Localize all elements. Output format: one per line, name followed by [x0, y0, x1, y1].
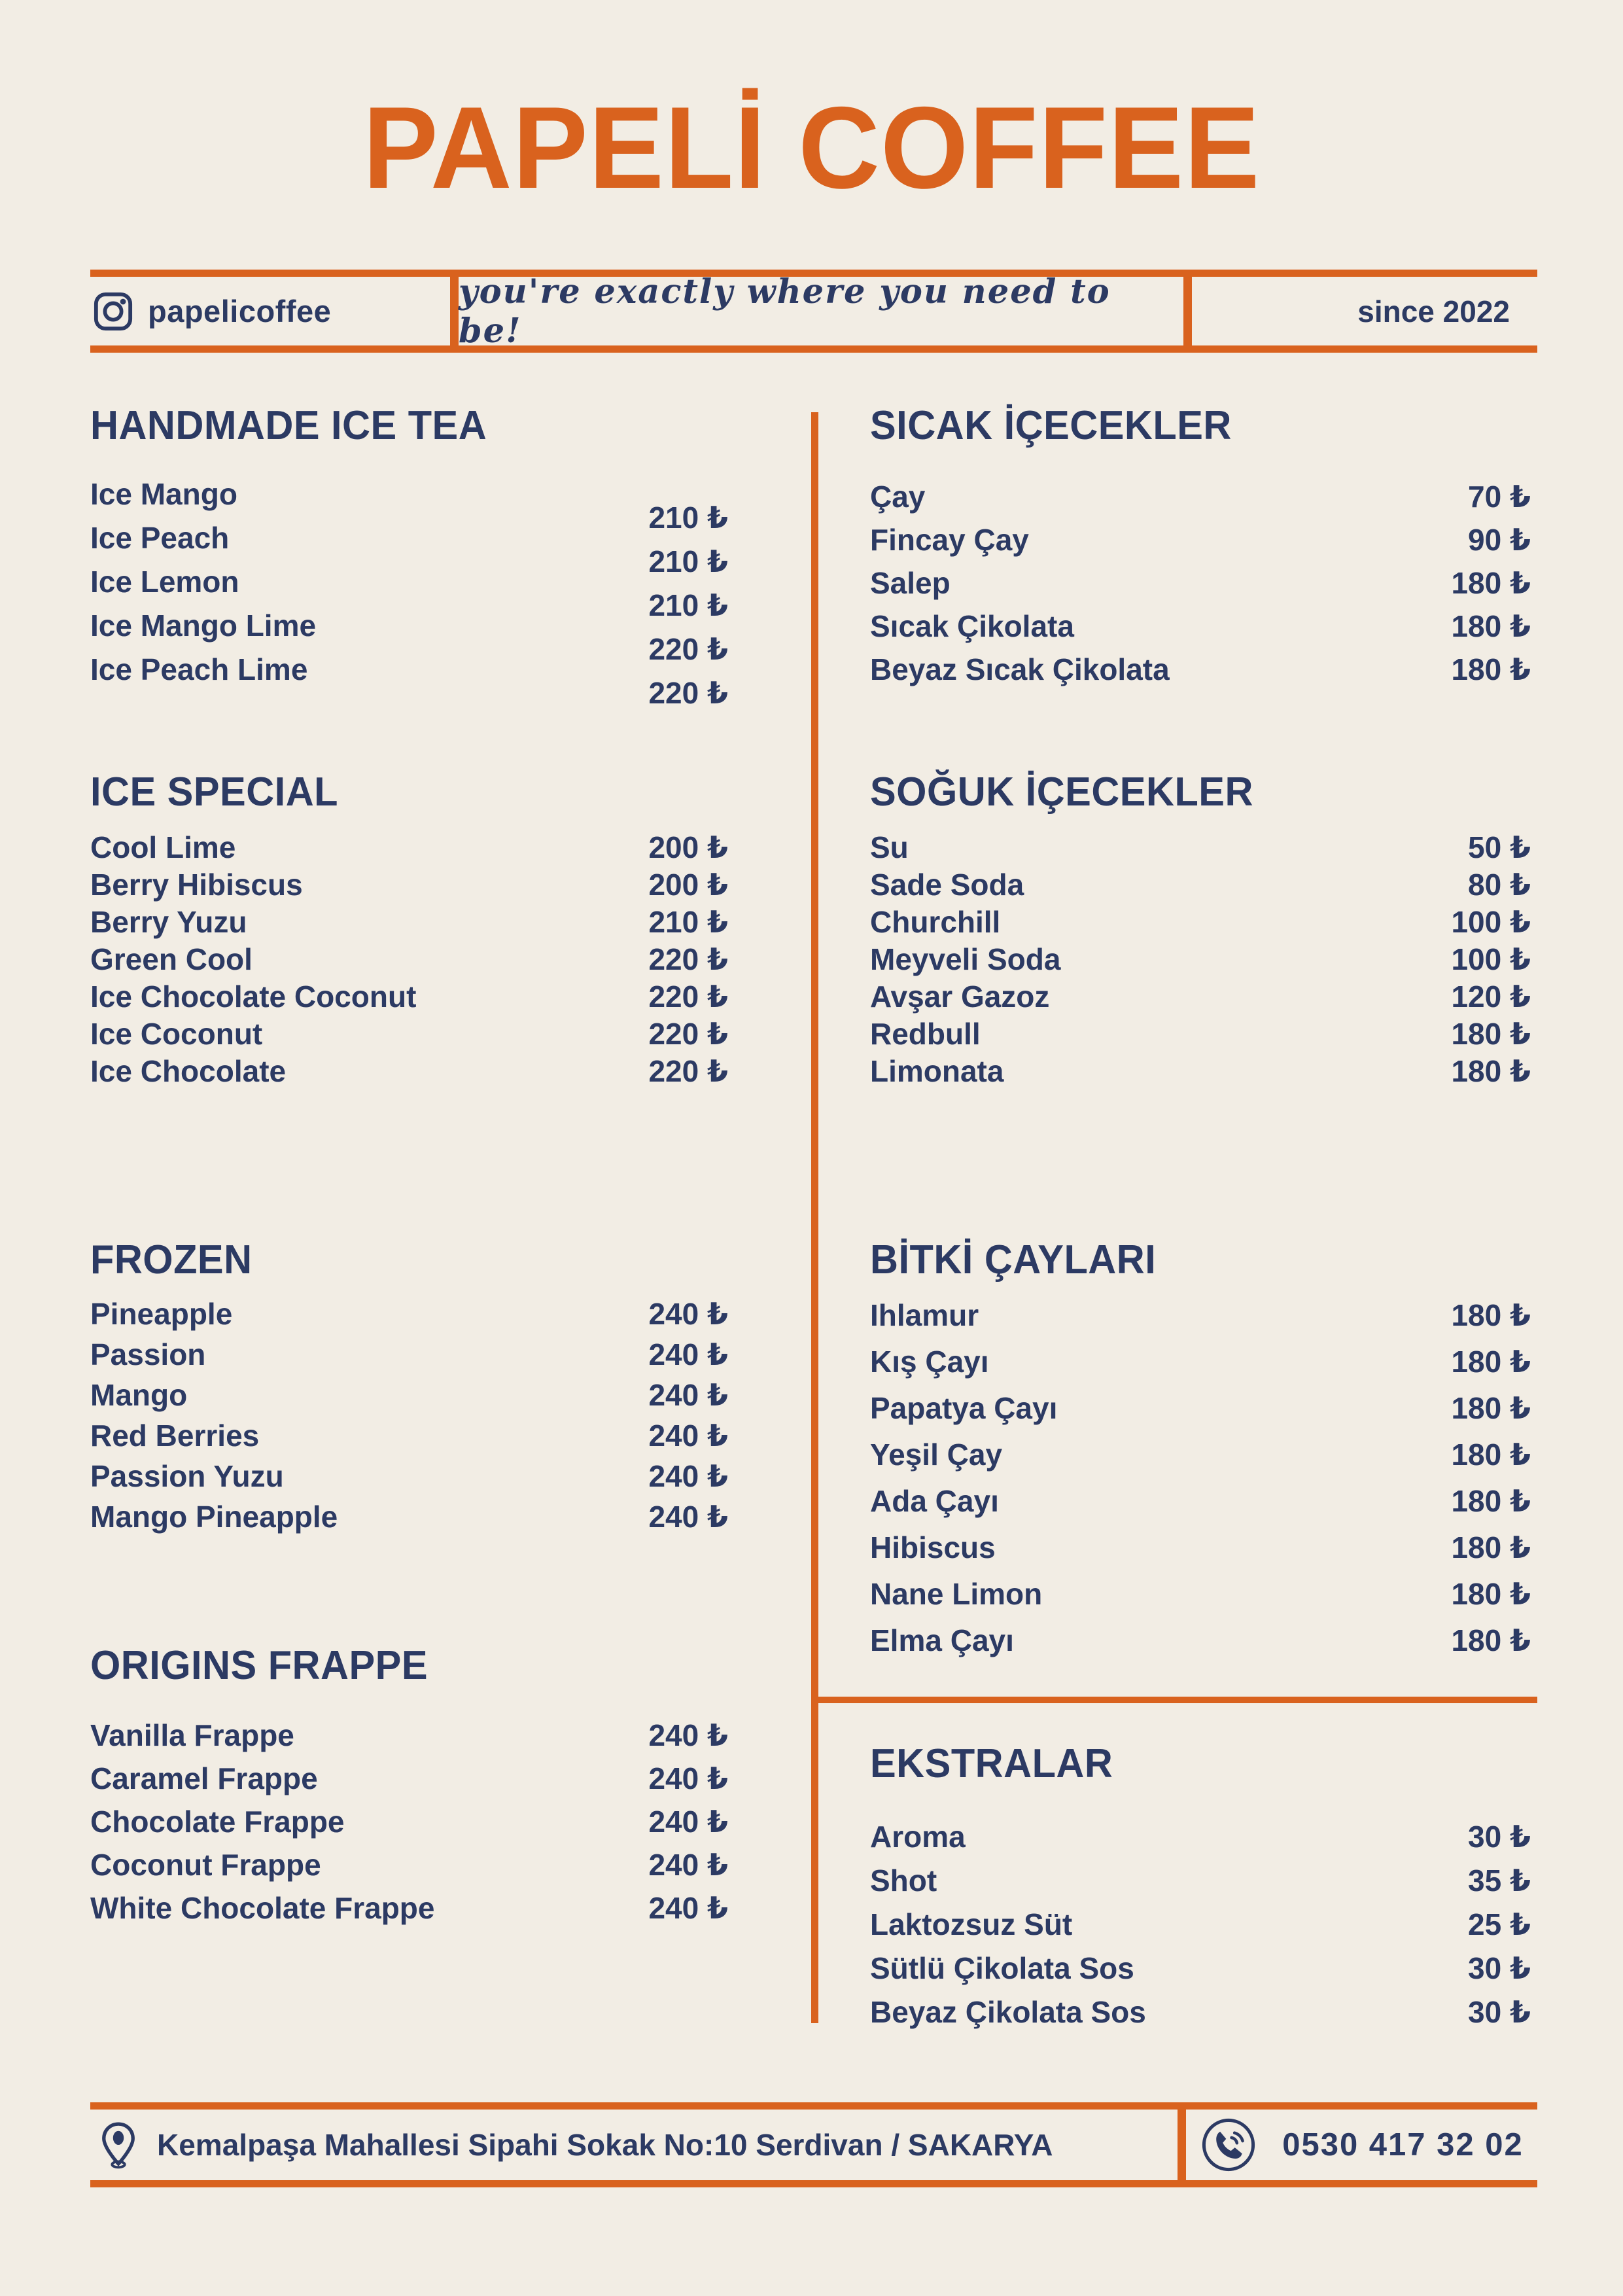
menu-item-row: [870, 1864, 1531, 1908]
item-price: 210 ₺: [648, 588, 728, 622]
item-name: Ada Çayı: [870, 1484, 999, 1518]
item-name: Aroma: [870, 1820, 966, 1854]
section-ice-special: [90, 769, 728, 1092]
item-price: 30 ₺: [1468, 1820, 1531, 1854]
item-name: Chocolate Frappe: [90, 1805, 345, 1839]
item-name: Churchill: [870, 905, 1001, 939]
item-price: 30 ₺: [1468, 1951, 1531, 1985]
menu-item-row: [90, 868, 728, 906]
menu-item-row: [90, 1805, 728, 1848]
menu-item-row: [870, 980, 1531, 1017]
item-price: 200 ₺: [648, 830, 728, 864]
item-name: Caramel Frappe: [90, 1761, 318, 1795]
item-price: 180 ₺: [1451, 566, 1531, 600]
location-pin-icon: [99, 2121, 137, 2169]
menu-item-row: [870, 1017, 1531, 1055]
item-name: Ice Lemon: [90, 565, 239, 599]
section-title: HANDMADE ICE TEA: [90, 403, 487, 448]
menu-item-row: [90, 1460, 728, 1500]
menu-item-row: [90, 521, 728, 578]
item-name: Berry Hibiscus: [90, 868, 303, 902]
item-price: 220 ₺: [648, 980, 728, 1014]
item-price: 100 ₺: [1451, 942, 1531, 976]
menu-item-row: [870, 1392, 1531, 1438]
item-price: 240 ₺: [648, 1500, 728, 1534]
address-text: Kemalpaşa Mahallesi Sipahi Sokak No:10 Serdivan / SAKARYA: [157, 2128, 1053, 2162]
item-name: Salep: [870, 566, 951, 600]
item-price: 180 ₺: [1451, 1017, 1531, 1051]
section-title: SICAK İÇECEKLER: [870, 403, 1232, 448]
menu-item-row: [870, 1624, 1531, 1670]
menu-item-row: [90, 1719, 728, 1762]
section-title: FROZEN: [90, 1237, 253, 1282]
menu-item-row: [90, 980, 728, 1017]
item-name: Mango Pineapple: [90, 1500, 338, 1534]
section-sicak-icecekler: [870, 403, 1531, 696]
menu-column-right: [870, 393, 1531, 2225]
menu-item-row: [90, 831, 728, 868]
menu-column-left: [90, 393, 728, 2225]
item-name: Beyaz Sıcak Çikolata: [870, 652, 1170, 686]
item-price: 240 ₺: [648, 1761, 728, 1795]
item-price: 120 ₺: [1451, 980, 1531, 1014]
item-name: Shot: [870, 1863, 937, 1898]
menu-item-row: [90, 1017, 728, 1055]
menu-item-row: [90, 1848, 728, 1892]
instagram-handle: papelicoffee: [148, 294, 332, 328]
item-price: 180 ₺: [1451, 1530, 1531, 1564]
item-name: Sıcak Çikolata: [870, 609, 1074, 643]
item-price: 180 ₺: [1451, 1438, 1531, 1472]
section-items: [90, 477, 728, 710]
section-items: [90, 831, 728, 1092]
section-title: ICE SPECIAL: [90, 769, 339, 815]
item-price: 220 ₺: [648, 1017, 728, 1051]
item-name: Coconut Frappe: [90, 1848, 321, 1882]
since-text: since 2022: [1357, 294, 1510, 328]
menu-item-row: [90, 1338, 728, 1379]
item-name: Berry Yuzu: [90, 905, 247, 939]
menu-item-row: [90, 943, 728, 980]
menu-item-row: [870, 1578, 1531, 1624]
footer-divider: [1178, 2110, 1186, 2180]
section-title: SOĞUK İÇECEKLER: [870, 769, 1253, 815]
menu-item-row: [870, 1531, 1531, 1578]
menu-item-row: [870, 1996, 1531, 2040]
infobar-divider: [450, 277, 459, 345]
item-name: Fincay Çay: [870, 523, 1029, 557]
item-price: 240 ₺: [648, 1378, 728, 1412]
item-price: 220 ₺: [648, 632, 728, 666]
menu-item-row: [870, 1438, 1531, 1485]
section-items: [870, 480, 1531, 696]
item-name: Redbull: [870, 1017, 981, 1051]
item-price: 50 ₺: [1468, 830, 1531, 864]
item-price: 180 ₺: [1451, 609, 1531, 643]
item-price: 180 ₺: [1451, 652, 1531, 686]
item-price: 240 ₺: [648, 1419, 728, 1453]
item-price: 35 ₺: [1468, 1863, 1531, 1898]
item-price: 90 ₺: [1468, 523, 1531, 557]
item-name: Su: [870, 830, 909, 864]
section-frozen: [90, 1237, 728, 1541]
menu-item-row: [90, 906, 728, 943]
item-price: 180 ₺: [1451, 1298, 1531, 1332]
item-name: Pineapple: [90, 1297, 233, 1331]
menu-item-row: [870, 653, 1531, 696]
menu-item-row: [870, 943, 1531, 980]
instagram-cell: [90, 277, 450, 345]
item-name: Laktozsuz Süt: [870, 1907, 1073, 1941]
menu-item-row: [90, 1419, 728, 1460]
item-price: 240 ₺: [648, 1718, 728, 1752]
item-name: Nane Limon: [870, 1577, 1043, 1611]
item-price: 240 ₺: [648, 1891, 728, 1925]
item-name: Ice Peach: [90, 521, 230, 555]
section-title: EKSTRALAR: [870, 1741, 1113, 1786]
section-items: [870, 1299, 1531, 1670]
item-price: 220 ₺: [648, 676, 728, 710]
item-name: Kış Çayı: [870, 1345, 989, 1379]
tagline-text: you're exactly where you need to be!: [459, 272, 1111, 351]
item-price: 200 ₺: [648, 868, 728, 902]
item-price: 180 ₺: [1451, 1484, 1531, 1518]
item-name: Limonata: [870, 1054, 1004, 1088]
menu-item-row: [870, 1820, 1531, 1864]
menu-item-row: [870, 1952, 1531, 1996]
section-handmade-ice-tea: [90, 403, 728, 710]
column-divider-line: [811, 412, 818, 2023]
item-name: Sade Soda: [870, 868, 1024, 902]
menu-item-row: [90, 1892, 728, 1935]
item-name: Sütlü Çikolata Sos: [870, 1951, 1134, 1985]
menu-item-row: [90, 1500, 728, 1541]
tagline-cell: [459, 272, 1183, 351]
menu-item-row: [90, 1298, 728, 1338]
item-name: Cool Lime: [90, 830, 236, 864]
section-items: [870, 1820, 1531, 2040]
item-name: Çay: [870, 480, 926, 514]
menu-item-row: [870, 610, 1531, 653]
section-title: BİTKİ ÇAYLARI: [870, 1237, 1157, 1282]
phone-cell: [1186, 2110, 1537, 2180]
item-price: 180 ₺: [1451, 1623, 1531, 1657]
section-ekstralar: [870, 1741, 1531, 2040]
footer-bar: [90, 2102, 1537, 2187]
menu-item-row: [870, 523, 1531, 567]
menu-item-row: [870, 1908, 1531, 1952]
item-price: 240 ₺: [648, 1459, 728, 1493]
item-price: 70 ₺: [1468, 480, 1531, 514]
section-origins-frappe: [90, 1643, 728, 1935]
item-name: Ihlamur: [870, 1298, 979, 1332]
item-price: 30 ₺: [1468, 1995, 1531, 2029]
item-name: Passion: [90, 1337, 206, 1371]
menu-item-row: [90, 1055, 728, 1092]
menu-item-row: [870, 868, 1531, 906]
info-bar: [90, 270, 1537, 353]
item-price: 80 ₺: [1468, 868, 1531, 902]
section-soguk-icecekler: [870, 769, 1531, 1092]
item-price: 180 ₺: [1451, 1054, 1531, 1088]
menu-item-row: [870, 831, 1531, 868]
item-price: 240 ₺: [648, 1297, 728, 1331]
item-name: Passion Yuzu: [90, 1459, 284, 1493]
section-items: [870, 831, 1531, 1092]
instagram-icon: [93, 291, 133, 332]
item-name: Ice Chocolate: [90, 1054, 287, 1088]
item-name: Ice Peach Lime: [90, 652, 308, 686]
item-price: 180 ₺: [1451, 1577, 1531, 1611]
item-name: Elma Çayı: [870, 1623, 1014, 1657]
item-price: 210 ₺: [648, 501, 728, 535]
item-name: Meyveli Soda: [870, 942, 1061, 976]
item-price: 100 ₺: [1451, 905, 1531, 939]
item-name: Vanilla Frappe: [90, 1718, 294, 1752]
page-title: PAPELİ COFFEE: [362, 82, 1261, 213]
section-title: ORIGINS FRAPPE: [90, 1643, 428, 1688]
item-price: 210 ₺: [648, 905, 728, 939]
item-name: Ice Mango Lime: [90, 609, 317, 643]
item-name: Green Cool: [90, 942, 253, 976]
menu-item-row: [870, 567, 1531, 610]
infobar-divider: [1183, 277, 1192, 345]
menu-item-row: [90, 652, 728, 710]
item-price: 220 ₺: [648, 1054, 728, 1088]
item-price: 220 ₺: [648, 942, 728, 976]
menu-item-row: [870, 906, 1531, 943]
item-price: 210 ₺: [648, 544, 728, 578]
item-name: Avşar Gazoz: [870, 980, 1050, 1014]
item-name: Beyaz Çikolata Sos: [870, 1995, 1146, 2029]
item-name: Ice Coconut: [90, 1017, 263, 1051]
item-price: 180 ₺: [1451, 1391, 1531, 1425]
item-name: Red Berries: [90, 1419, 260, 1453]
menu-item-row: [90, 609, 728, 666]
section-items: [90, 1298, 728, 1541]
menu-item-row: [870, 1345, 1531, 1392]
item-price: 240 ₺: [648, 1805, 728, 1839]
phone-number: 0530 417 32 02: [1282, 2127, 1524, 2163]
section-items: [90, 1719, 728, 1935]
phone-icon: [1200, 2116, 1257, 2174]
menu-item-row: [90, 477, 728, 535]
item-name: Yeşil Çay: [870, 1438, 1003, 1472]
menu-item-row: [90, 1379, 728, 1419]
menu-item-row: [870, 480, 1531, 523]
item-name: White Chocolate Frappe: [90, 1891, 435, 1925]
address-cell: [90, 2110, 1178, 2180]
menu-item-row: [870, 1299, 1531, 1345]
menu-item-row: [90, 565, 728, 622]
menu-item-row: [870, 1485, 1531, 1531]
item-name: Ice Mango: [90, 477, 237, 511]
item-name: Mango: [90, 1378, 188, 1412]
item-name: Papatya Çayı: [870, 1391, 1058, 1425]
item-name: Hibiscus: [870, 1530, 996, 1564]
item-price: 240 ₺: [648, 1337, 728, 1371]
since-cell: [1192, 277, 1537, 345]
item-name: Ice Chocolate Coconut: [90, 980, 417, 1014]
item-price: 180 ₺: [1451, 1345, 1531, 1379]
menu-item-row: [870, 1055, 1531, 1092]
item-price: 240 ₺: [648, 1848, 728, 1882]
menu-item-row: [90, 1762, 728, 1805]
item-price: 25 ₺: [1468, 1907, 1531, 1941]
section-bitki-caylari: [870, 1237, 1531, 1670]
